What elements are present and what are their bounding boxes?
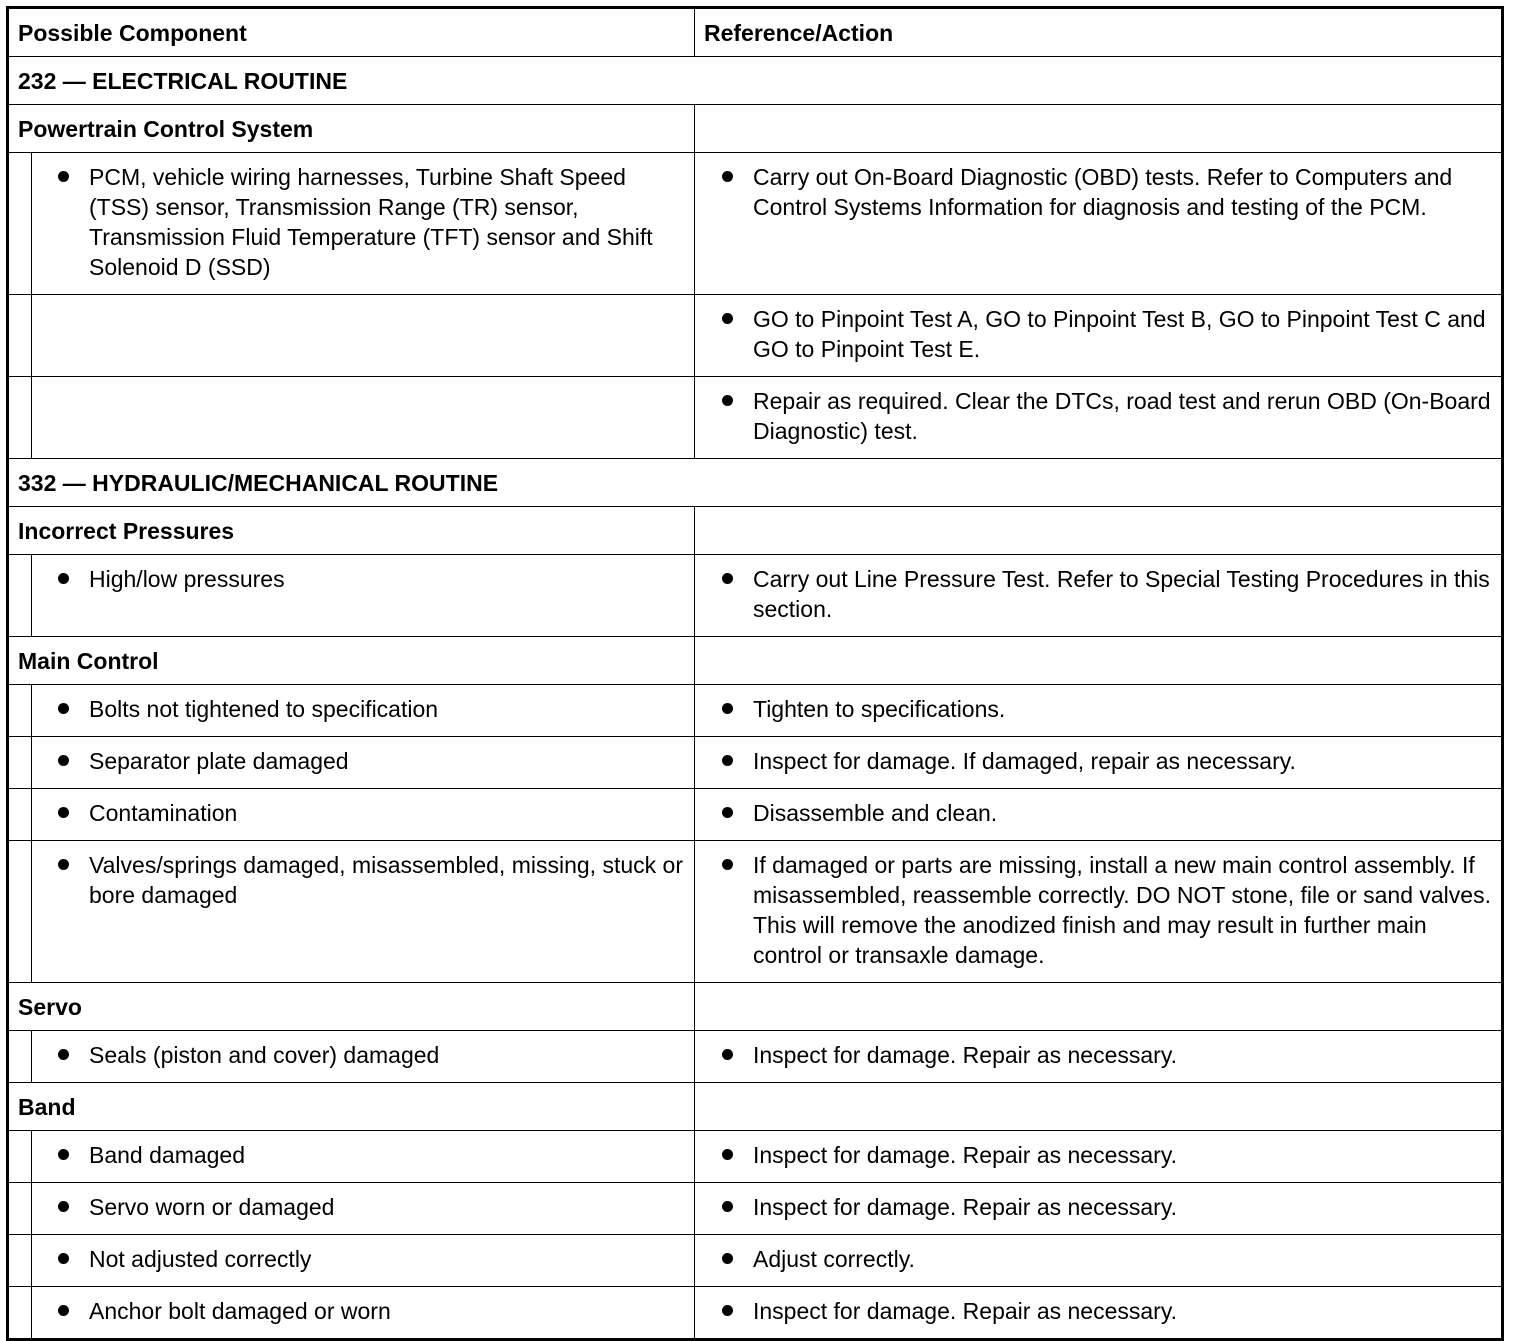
bullet-icon [722, 755, 733, 766]
indent-column [9, 1287, 32, 1338]
group-row [9, 104, 1501, 152]
bullet-icon [722, 313, 733, 324]
table-header-row [9, 9, 1501, 56]
indent-column [9, 1031, 32, 1082]
component-text: Separator plate damaged [89, 748, 349, 774]
component-item [32, 1235, 694, 1286]
component-item [32, 841, 694, 982]
table-row [9, 554, 1501, 636]
group-cell [9, 637, 695, 684]
table-row [9, 152, 1501, 294]
component-cell [9, 737, 695, 788]
action-cell [695, 737, 1501, 788]
group-empty-cell [695, 983, 1501, 1030]
group-title: Band [18, 1094, 76, 1120]
bullet-icon [722, 171, 733, 182]
action-cell [695, 153, 1501, 294]
bullet-icon [58, 1305, 69, 1316]
table-row [9, 788, 1501, 840]
group-cell [9, 1083, 695, 1130]
action-cell [695, 685, 1501, 736]
bullet-icon [58, 755, 69, 766]
action-cell [695, 555, 1501, 636]
section-row [9, 458, 1501, 506]
table-row [9, 1130, 1501, 1182]
component-cell [9, 1031, 695, 1082]
action-text: Adjust correctly. [753, 1246, 915, 1272]
action-text: Inspect for damage. Repair as necessary. [753, 1298, 1178, 1324]
table-body [9, 56, 1501, 1338]
action-text: Repair as required. Clear the DTCs, road test and rerun OBD (On-Board Diagnostic) test. [753, 388, 1491, 444]
action-text: Inspect for damage. If damaged, repair as necessary. [753, 748, 1296, 774]
action-text: Inspect for damage. Repair as necessary. [753, 1042, 1178, 1068]
table-row [9, 1234, 1501, 1286]
component-text: Band damaged [89, 1142, 246, 1168]
component-text: Bolts not tightened to specification [89, 696, 439, 722]
table-row [9, 1182, 1501, 1234]
bullet-icon [722, 573, 733, 584]
component-item [32, 685, 694, 736]
bullet-icon [58, 1149, 69, 1160]
group-title: Servo [18, 994, 82, 1020]
indent-column [9, 1183, 32, 1234]
component-item [32, 377, 694, 458]
component-item [32, 1131, 694, 1182]
group-empty-cell [695, 1083, 1501, 1130]
component-cell [9, 153, 695, 294]
component-text: High/low pressures [89, 566, 285, 592]
bullet-icon [58, 1253, 69, 1264]
component-text: PCM, vehicle wiring harnesses, Turbine Shaft Speed (TSS) sensor, Transmission Range (TR) sensor, Transmission Fluid Temperature (TFT) sensor and Shift Solenoid D (SSD) [89, 164, 653, 280]
group-cell [9, 507, 695, 554]
indent-column [9, 737, 32, 788]
action-cell [695, 1131, 1501, 1182]
component-cell [9, 377, 695, 458]
group-empty-cell [695, 105, 1501, 152]
table-row [9, 1286, 1501, 1338]
action-cell [695, 841, 1501, 982]
bullet-icon [58, 1201, 69, 1212]
component-item [32, 1031, 694, 1082]
table-row [9, 840, 1501, 982]
indent-column [9, 295, 32, 376]
component-text: Seals (piston and cover) damaged [89, 1042, 440, 1068]
component-cell [9, 1183, 695, 1234]
table-row [9, 376, 1501, 458]
table-row [9, 736, 1501, 788]
action-text: Inspect for damage. Repair as necessary. [753, 1142, 1178, 1168]
section-title: 332 — HYDRAULIC/MECHANICAL ROUTINE [18, 470, 499, 496]
component-cell [9, 1235, 695, 1286]
group-row [9, 1082, 1501, 1130]
table-row [9, 294, 1501, 376]
group-title: Main Control [18, 648, 159, 674]
bullet-icon [722, 1305, 733, 1316]
component-cell [9, 841, 695, 982]
indent-column [9, 153, 32, 294]
component-cell [9, 1287, 695, 1338]
indent-column [9, 789, 32, 840]
group-empty-cell [695, 637, 1501, 684]
action-cell [695, 295, 1501, 376]
group-row [9, 982, 1501, 1030]
component-cell [9, 1131, 695, 1182]
bullet-icon [58, 573, 69, 584]
group-row [9, 636, 1501, 684]
action-cell [695, 789, 1501, 840]
component-cell [9, 295, 695, 376]
component-item [32, 737, 694, 788]
component-text: Anchor bolt damaged or worn [89, 1298, 391, 1324]
action-text: Disassemble and clean. [753, 800, 998, 826]
action-cell [695, 1235, 1501, 1286]
action-text: GO to Pinpoint Test A, GO to Pinpoint Test B, GO to Pinpoint Test C and GO to Pinpoint Test E. [753, 306, 1486, 362]
column-header-component: Possible Component [18, 20, 247, 46]
indent-column [9, 685, 32, 736]
indent-column [9, 555, 32, 636]
action-cell [695, 1183, 1501, 1234]
bullet-icon [58, 1049, 69, 1060]
bullet-icon [722, 807, 733, 818]
bullet-icon [722, 395, 733, 406]
group-row [9, 506, 1501, 554]
table-row [9, 684, 1501, 736]
component-item [32, 1183, 694, 1234]
component-text: Servo worn or damaged [89, 1194, 335, 1220]
action-cell [695, 1287, 1501, 1338]
action-cell [695, 1031, 1501, 1082]
bullet-icon [722, 703, 733, 714]
component-cell [9, 685, 695, 736]
indent-column [9, 377, 32, 458]
group-cell [9, 105, 695, 152]
component-item [32, 153, 694, 294]
indent-column [9, 1235, 32, 1286]
action-text: Tighten to specifications. [753, 696, 1006, 722]
action-cell [695, 377, 1501, 458]
component-item [32, 1287, 694, 1338]
component-text: Valves/springs damaged, misassembled, missing, stuck or bore damaged [89, 852, 683, 908]
bullet-icon [58, 703, 69, 714]
bullet-icon [722, 859, 733, 870]
indent-column [9, 1131, 32, 1182]
component-text: Contamination [89, 800, 238, 826]
bullet-icon [722, 1149, 733, 1160]
component-item [32, 789, 694, 840]
action-text: If damaged or parts are missing, install a new main control assembly. If misassembled, reassemble correctly. DO NOT stone, file or sand valves. This will remove the anodized finish and may result in further main control or transaxle damage. [753, 852, 1491, 968]
action-text: Inspect for damage. Repair as necessary. [753, 1194, 1178, 1220]
section-title: 232 — ELECTRICAL ROUTINE [18, 68, 348, 94]
bullet-icon [58, 859, 69, 870]
action-text: Carry out On-Board Diagnostic (OBD) tests. Refer to Computers and Control Systems Information for diagnosis and testing of the PCM. [753, 164, 1453, 220]
component-item [32, 295, 694, 376]
component-text: Not adjusted correctly [89, 1246, 312, 1272]
bullet-icon [722, 1201, 733, 1212]
group-title: Powertrain Control System [18, 116, 314, 142]
group-title: Incorrect Pressures [18, 518, 235, 544]
bullet-icon [58, 807, 69, 818]
component-cell [9, 789, 695, 840]
bullet-icon [722, 1049, 733, 1060]
group-cell [9, 983, 695, 1030]
header-cell-component [9, 9, 695, 56]
action-text: Carry out Line Pressure Test. Refer to Special Testing Procedures in this section. [753, 566, 1490, 622]
section-row [9, 56, 1501, 104]
bullet-icon [58, 171, 69, 182]
bullet-icon [722, 1253, 733, 1264]
group-empty-cell [695, 507, 1501, 554]
component-item [32, 555, 694, 636]
indent-column [9, 841, 32, 982]
header-cell-action [695, 9, 1501, 56]
component-cell [9, 555, 695, 636]
diagnostic-table [6, 6, 1504, 1341]
table-row [9, 1030, 1501, 1082]
column-header-action: Reference/Action [704, 20, 894, 46]
